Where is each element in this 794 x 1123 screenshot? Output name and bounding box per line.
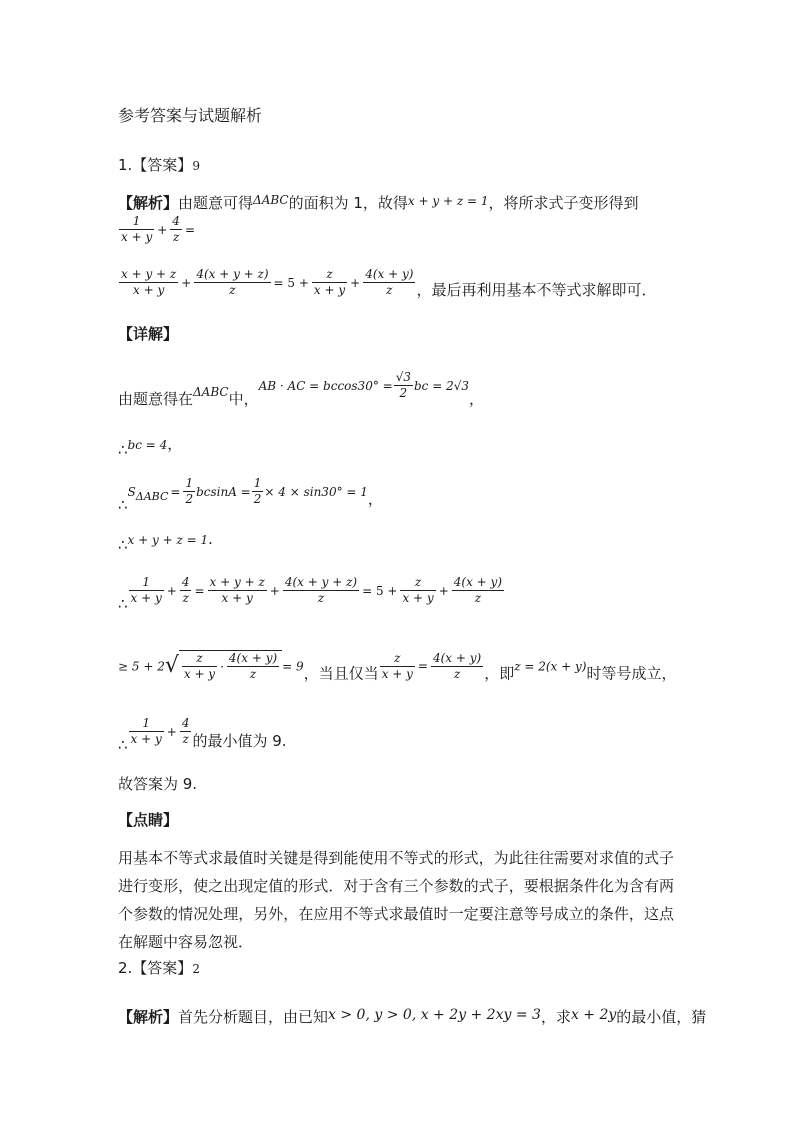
- fraction: [180, 575, 192, 606]
- fraction-num: 4: [181, 575, 190, 589]
- equals-sign: =: [184, 222, 195, 237]
- inequality-start: ≥ 5 + 2: [118, 659, 165, 674]
- therefore-symbol: ∴: [118, 736, 128, 754]
- analysis-text: 的面积为 1，故得: [288, 194, 408, 212]
- detail-text: 由题意得在: [118, 390, 194, 408]
- fraction-den: x + y: [130, 591, 162, 605]
- detail-text: 时等号成立，: [586, 664, 677, 683]
- analysis-end: ，最后再利用基本不等式求解即可．: [416, 281, 657, 299]
- fraction-den: z: [453, 666, 461, 681]
- bc-equation: bc = 4: [127, 438, 168, 452]
- fraction-num: 1: [119, 214, 154, 230]
- sqrt-icon: √: [164, 653, 179, 678]
- fraction-den: x + y: [130, 732, 162, 746]
- fraction-den: x + y: [221, 591, 253, 605]
- fraction-den: z: [172, 230, 180, 244]
- fraction-den: x + y: [313, 283, 346, 297]
- fraction: [119, 267, 178, 298]
- fraction-den: z: [474, 591, 482, 605]
- fraction-den: z: [317, 591, 325, 605]
- target-expression: x + 2y: [570, 1007, 617, 1023]
- fraction: [394, 370, 413, 401]
- fraction: [180, 716, 192, 747]
- therefore-symbol: ∴: [118, 496, 128, 514]
- q1-analysis-line: [118, 190, 638, 213]
- q1-answer: 9: [192, 159, 200, 173]
- detail-line-3: [118, 476, 383, 515]
- analysis-text: ，求: [540, 1008, 571, 1026]
- area-subscript: ΔABC: [135, 490, 169, 503]
- triangle-symbol: ΔABC: [193, 385, 229, 399]
- q2-answer: 2: [192, 962, 200, 976]
- point-label: 【点睛】: [118, 811, 179, 829]
- detail-label: 【详解】: [118, 325, 179, 343]
- fraction-den: z: [229, 283, 236, 297]
- fraction-num: 4(x + y): [228, 651, 278, 665]
- fraction: [363, 267, 415, 298]
- analysis-text: 的最小值，猜: [616, 1008, 707, 1026]
- area-symbol: S: [127, 485, 136, 499]
- q1-answer-line: [118, 155, 200, 176]
- equals-sign: =: [170, 484, 181, 499]
- fraction: [129, 575, 164, 606]
- equality-condition: z = 2(x + y): [514, 659, 587, 674]
- fraction-num: z: [380, 651, 415, 667]
- detail-line-7: ∴ $\frac{1}{x + y}$ + $\frac{4}{z}$ 的最小值为 9.: [118, 716, 287, 754]
- fraction-den: 2: [253, 492, 262, 506]
- fraction-den: x + y: [183, 667, 216, 681]
- fraction-num: 4: [181, 716, 190, 730]
- detail-line-6: ≥ 5 + 2√ $\frac{z}{x + y}$ · $\frac{4(x + y)}{z}$ = 9，当且仅当 $\frac{z}{x + y}$ = $\frac{4(x + y)}{z}$ ，即z = 2(x + y)时等号成立，: [118, 650, 677, 683]
- fraction-den: z: [386, 283, 393, 297]
- analysis-text: 由题意可得: [178, 194, 254, 212]
- detail-text: ，: [167, 435, 183, 453]
- fraction: [283, 575, 359, 606]
- fraction: [183, 476, 195, 507]
- sqrt-body: $\frac{z}{x + y}$ · $\frac{4(x + y)}{z}$: [179, 650, 282, 682]
- detail-text: .: [208, 530, 213, 548]
- fraction: [380, 651, 415, 682]
- q1-expression-1: $\frac{1}{x + y}$ + $\frac{4}{z}$ =: [121, 214, 195, 244]
- detail-line-8: 故答案为 9.: [118, 775, 198, 793]
- detail-text: ，当且仅当: [303, 664, 379, 683]
- page-heading: 参考答案与试题解析: [118, 106, 263, 125]
- q2-answer-line: [118, 958, 200, 979]
- dot-product: AB · AC = bccos30° =: [258, 379, 393, 393]
- fraction-den: z: [182, 591, 189, 605]
- sum-equation: x + y + z = 1: [407, 194, 489, 208]
- fraction-num: 1: [129, 716, 164, 732]
- area-result: × 4 × sin30° = 1: [264, 485, 368, 499]
- analysis-label: 【解析】: [118, 1008, 179, 1026]
- therefore-symbol: ∴: [118, 595, 128, 613]
- analysis-text: ，将所求式子变形得到: [488, 194, 639, 212]
- fraction: [208, 575, 267, 606]
- equals-nine: = 9: [282, 659, 304, 674]
- fraction-num: z: [182, 651, 217, 667]
- fraction-num: 4: [172, 214, 180, 228]
- dot-product-result: bc = 2√3: [413, 379, 469, 393]
- fraction-den: x + y: [121, 230, 153, 244]
- detail-text: ，即: [484, 664, 515, 683]
- fraction-num: 1: [185, 476, 194, 490]
- fraction: [312, 267, 347, 298]
- detail-line-2: [118, 434, 182, 460]
- detail-line-5: ∴ $\frac{1}{x + y}$ + $\frac{4}{z}$ = $\frac{x + y + z}{x + y}$ + $\frac{4(x + y + z)}{z}$ = 5 + $\frac{z}{x + y}$ + $\frac{4(x + y)}{z}$: [118, 575, 502, 613]
- fraction-num: x + y + z: [121, 267, 177, 281]
- fraction: [431, 651, 483, 682]
- fraction: [182, 651, 217, 682]
- fraction: [119, 214, 154, 245]
- fraction: [252, 476, 264, 507]
- fraction: [129, 716, 164, 747]
- fraction: [400, 575, 435, 606]
- fraction-num: 1: [129, 575, 164, 591]
- q1-label: 1.【答案】: [118, 156, 193, 174]
- fraction-den: x + y: [402, 591, 434, 605]
- fraction: [194, 267, 270, 298]
- fraction-den: z: [249, 667, 257, 681]
- fraction: [227, 651, 279, 682]
- fraction-den: z: [182, 732, 189, 746]
- fraction: [170, 214, 182, 245]
- detail-text: ，: [469, 390, 485, 408]
- analysis-label: 【解析】: [118, 194, 179, 212]
- fraction-num: 4(x + y): [453, 575, 502, 589]
- five-plus: = 5 +: [273, 275, 309, 290]
- given-conditions: x > 0, y > 0, x + 2y + 2xy = 3: [328, 1007, 541, 1023]
- area-formula: bcsinA =: [196, 485, 251, 499]
- detail-text: 中，: [228, 390, 259, 408]
- fraction-num: z: [400, 575, 435, 591]
- therefore-symbol: ∴: [118, 441, 128, 459]
- fraction-num: z: [312, 267, 347, 283]
- fraction: [452, 575, 504, 606]
- fraction-num: √3: [395, 370, 411, 384]
- fraction-den: 2: [185, 492, 194, 506]
- fraction-num: 4(x + y + z): [284, 575, 358, 589]
- detail-line-4: [118, 529, 213, 555]
- detail-text: ，: [367, 490, 383, 508]
- detail-line-1: [118, 370, 484, 409]
- triangle-symbol: ΔABC: [253, 193, 289, 207]
- five-plus: = 5 +: [362, 583, 398, 598]
- fraction-num: 4(x + y): [432, 650, 482, 665]
- therefore-symbol: ∴: [118, 536, 128, 554]
- fraction-num: 4(x + y): [365, 267, 414, 281]
- fraction-num: 4(x + y + z): [196, 267, 269, 281]
- sum-equation: x + y + z = 1: [127, 533, 209, 547]
- q2-label: 2.【答案】: [118, 959, 193, 977]
- q2-analysis-line: [118, 1005, 706, 1027]
- fraction-den: 2: [399, 386, 408, 400]
- q1-expression-2: $\frac{x + y + z}{x + y}$ + $\frac{4(x + y + z)}{z}$ = 5 + $\frac{z}{x + y}$ + $\frac{4(x + y)}{z}$ ，最后再利用基本不等式求解即可．: [121, 267, 657, 299]
- detail-text: 的最小值为 9.: [192, 732, 287, 750]
- fraction-num: 1: [253, 476, 262, 490]
- fraction-den: x + y: [381, 666, 413, 681]
- fraction-den: x + y: [133, 283, 165, 297]
- point-paragraph: 用基本不等式求最值时关键是得到能使用不等式的形式，为此往往需要对求值的式子进行变形，使之出现定值的形式．对于含有三个参数的式子，要根据条件化为含有两个参数的情况处理，另外，在应用不等式求最值时一定要注意等号成立的条件，这点在解题中容易忽视．: [118, 849, 674, 951]
- fraction-num: x + y + z: [209, 575, 265, 589]
- analysis-text: 首先分析题目，由已知: [178, 1008, 329, 1026]
